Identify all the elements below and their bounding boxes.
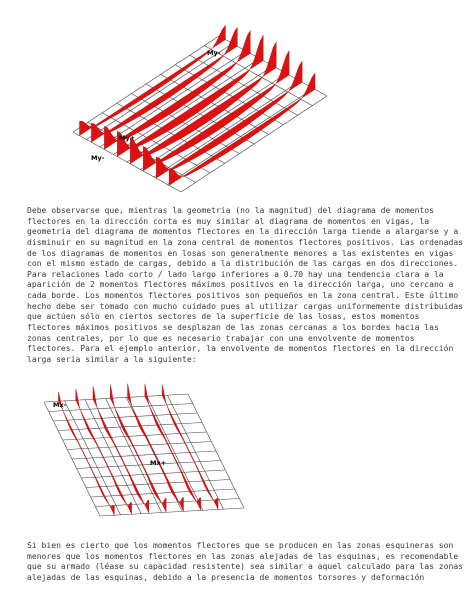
grid-line <box>91 489 235 497</box>
grid-line <box>49 404 193 412</box>
grid-line <box>127 66 273 162</box>
paragraph-1-line: larga sería similar a la siguiente: <box>27 354 197 364</box>
paragraph-1-line: disminuir en su magnitud en la zona central de momentos flectores positivos. Las ordenadas <box>27 237 464 247</box>
grid-line <box>181 96 327 192</box>
paragraph-1 <box>27 206 464 366</box>
grid-line <box>114 59 260 155</box>
grid-line <box>72 451 216 459</box>
paragraph-1-line: geometría del diagrama de momentos flectores en la dirección larga tiende a alargarse y a <box>27 227 459 237</box>
moment-envelope-mx-figure <box>40 390 252 540</box>
label-my-negative-bottom: My- <box>91 154 105 162</box>
grid-line <box>63 432 207 440</box>
grid-line <box>58 423 202 431</box>
paragraph-2-line: alejadas de las esquinas, debido a la presencia de momentos torsores y deformación <box>27 572 425 582</box>
paragraph-1-line: zonas centrales, por lo que es necesario trabajar con una envolvente de momentos <box>27 333 415 343</box>
moment-diagram-my-svg <box>55 8 235 200</box>
paragraph-1-line: flectores en la dirección corta es muy similar al diagrama de momentos en vigas, la <box>27 216 430 226</box>
moment-diagram-my-figure <box>55 8 235 200</box>
label-my-negative-top: My- <box>207 49 221 57</box>
moment-envelope-mx-svg <box>40 390 252 540</box>
grid-line <box>100 51 246 147</box>
paragraph-1-line: aparición de 2 momentos flectores máximos positivos en la dirección larga, uno cercano a <box>27 280 454 290</box>
paragraph-1-line: Debe observarse que, mientras la geometría (no la magnitud) del diagrama de momentos <box>27 206 434 215</box>
paragraph-1-line: de los diagramas de momentos en losas son generalmente menores a las existentes en vigas <box>27 248 454 258</box>
slab-grid <box>44 394 244 516</box>
grid-line <box>81 470 225 478</box>
grid-line <box>77 461 221 469</box>
label-mx-positive: Mx+ <box>150 459 167 467</box>
paragraph-1-line: hecho debe ser tomado con mucho cuidado pues al utilizar cargas uniformemente distribuidas <box>27 301 464 311</box>
paragraph-1-line: que actúen sólo en ciertos sectores de la superficie de las losas, estos momentos <box>27 312 420 322</box>
label-mx-negative: Mx- <box>53 401 67 409</box>
grid-line <box>73 36 219 132</box>
paragraph-1-line: con el mismo estado de cargas, debido a la distribución de las cargas en dos direcciones. <box>27 259 459 269</box>
grid-line <box>53 413 197 421</box>
paragraph-1-line: Para relaciones lado corto / lado largo inferiores a 0.70 hay una tendencia clara a la <box>27 269 444 279</box>
grid-line <box>154 81 300 177</box>
paragraph-2-line: Si bien es cierto que los momentos flectores que se producen en las zonas esquineras son <box>27 541 454 550</box>
paragraph-1-line: flectores. Para el ejemplo anterior, la envolvente de momentos flectores en la dirección <box>27 344 454 354</box>
paragraph-1-line: flectores máximos positivos se desplazan de las zonas cercanas a los bordes hacia las <box>27 323 439 333</box>
grid-line <box>67 442 211 450</box>
grid-line <box>86 480 230 488</box>
grid-line <box>141 74 287 170</box>
paragraph-2 <box>27 541 464 584</box>
label-my-positive: My+ <box>119 134 136 142</box>
grid-line <box>87 44 233 140</box>
paragraph-1-line: cada borde. Los momentos flectores positivos son pequeños en la zona central. Este último <box>27 291 459 301</box>
grid-line <box>168 89 314 185</box>
grid-line <box>100 508 244 516</box>
paragraph-2-line: que su armado (léase su capacidad resistente) sea similar a aquel calculado para las zonas <box>27 562 464 572</box>
paragraph-2-line: menores que los momentos flectores en las zonas alejadas de las esquinas, es recomendable <box>27 551 459 561</box>
